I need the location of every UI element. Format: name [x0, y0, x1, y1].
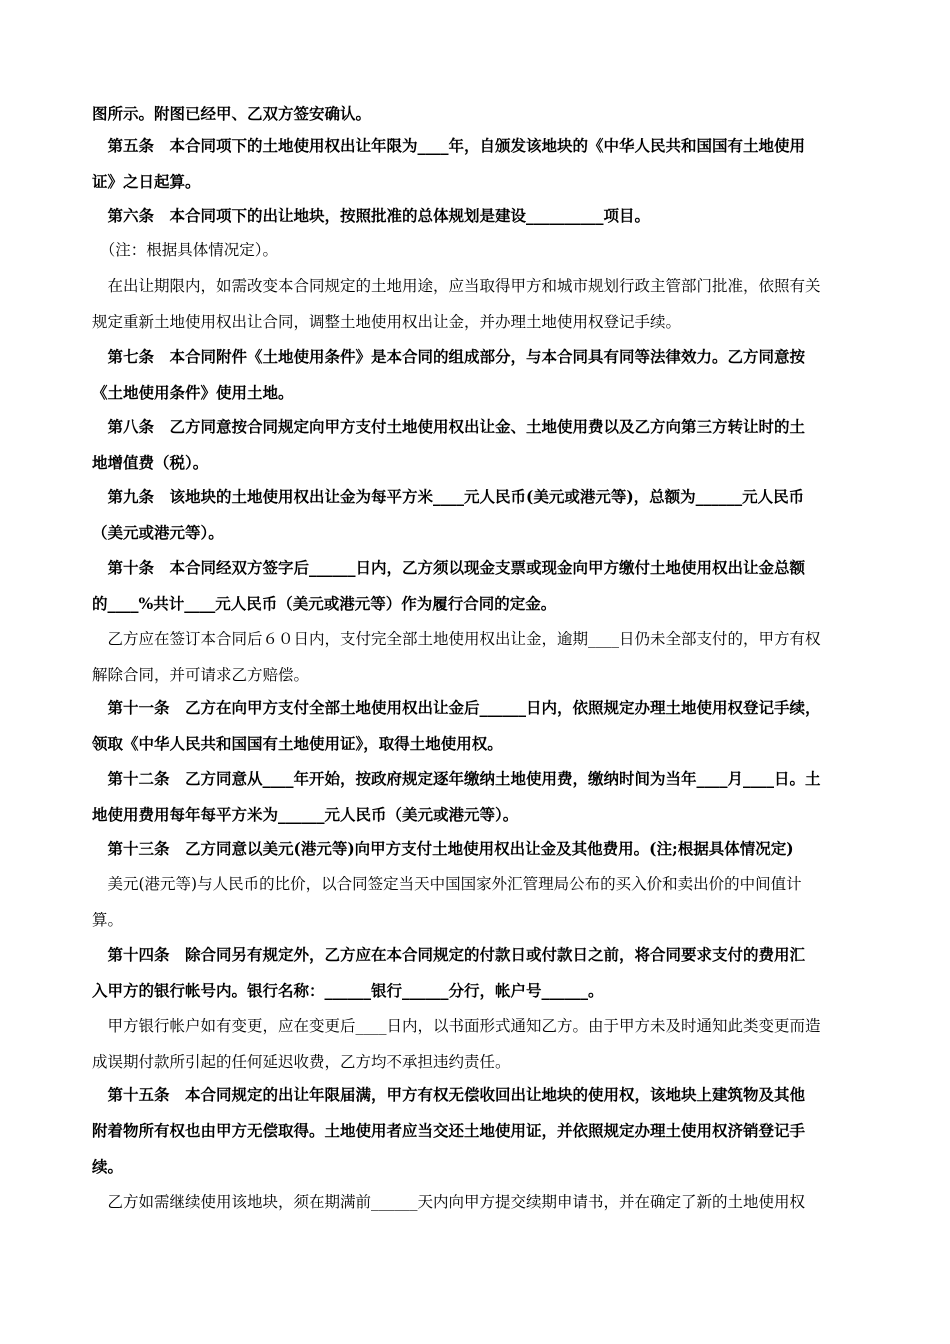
- paragraph-article-10: [92, 550, 862, 622]
- paragraph-article-13: [92, 831, 862, 867]
- text-line: 成误期付款所引起的任何延迟收费，乙方均不承担违约责任。: [92, 1053, 511, 1071]
- text-line: 美元(港元等)与人民币的比价，以合同签定当天中国国家外汇管理局公布的买入价和卖出价的中间值计: [92, 875, 802, 893]
- paragraph-use-change: [92, 268, 862, 340]
- paragraph-article-6: [92, 198, 862, 234]
- text-line: 乙方如需继续使用该地块，须在期满前______天内向甲方提交续期申请书，并在确定了新的土地使用权: [92, 1193, 806, 1211]
- paragraph-payment-60-days: [92, 621, 862, 693]
- paragraph-article-8: [92, 409, 862, 481]
- paragraph-article-14: [92, 937, 862, 1009]
- text-line: 续。: [92, 1157, 124, 1176]
- paragraph-article-15: [92, 1077, 862, 1185]
- text-line: 规定重新土地使用权出让合同，调整土地使用权出让金，并办理土地使用权登记手续。: [92, 313, 682, 331]
- text-line: 第八条 乙方同意按合同规定向甲方支付土地使用权出让金、土地使用费以及乙方向第三方转让时的土: [92, 417, 806, 436]
- text-line: 第十二条 乙方同意从____年开始，按政府规定逐年缴纳土地使用费，缴纳时间为当年____月____日。土: [92, 769, 821, 788]
- text-line: 第七条 本合同附件《土地使用条件》是本合同的组成部分，与本合同具有同等法律效力。乙方同意按: [92, 347, 806, 366]
- text-line: 解除合同，并可请求乙方赔偿。: [92, 666, 310, 684]
- text-line: 的____%共计____元人民币（美元或港元等）作为履行合同的定金。: [92, 594, 557, 613]
- paragraph-article-9: [92, 479, 862, 551]
- text-line: 领取《中华人民共和国国有土地使用证》，取得土地使用权。: [92, 734, 503, 753]
- text-line: 第十三条 乙方同意以美元(港元等)向甲方支付土地使用权出让金及其他费用。(注;根据具体情况定): [92, 839, 794, 858]
- text-line: 第十五条 本合同规定的出让年限届满，甲方有权无偿收回出让地块的使用权，该地块上建筑物及其他: [92, 1085, 806, 1104]
- text-line: 附着物所有权也由甲方无偿取得。土地使用者应当交还土地使用证，并依照规定办理土使用权济销登记手: [92, 1121, 806, 1140]
- paragraph-note: [92, 232, 862, 268]
- paragraph-article-7: [92, 339, 862, 411]
- paragraph-bank-change: [92, 1008, 862, 1080]
- text-line: 第五条 本合同项下的土地使用权出让年限为____年，自颁发该地块的《中华人民共和国国有土地使用: [92, 136, 806, 155]
- text-line: 第九条 该地块的土地使用权出让金为每平方米____元人民币(美元或港元等)，总额为______元人民币: [92, 487, 805, 506]
- text-line: 第十条 本合同经双方签字后______日内，乙方须以现金支票或现金向甲方缴付土地使用权出让金总额: [92, 558, 806, 577]
- paragraph-article-12: [92, 761, 862, 833]
- text-line: （美元或港元等）。: [92, 523, 224, 542]
- text-line: 入甲方的银行帐号内。银行名称：______银行______分行，帐户号______。: [92, 981, 604, 1000]
- paragraph-renewal: [92, 1184, 862, 1220]
- paragraph-exchange-rate: [92, 866, 862, 938]
- text-line: 第六条 本合同项下的出让地块，按照批准的总体规划是建设__________项目。: [92, 206, 651, 225]
- paragraph-article-11: [92, 690, 862, 762]
- text-line: 乙方应在签订本合同后６０日内，支付完全部土地使用权出让金，逾期____日仍未全部支付的，甲方有权: [92, 630, 821, 648]
- text-line: 地使用费用每年每平方米为______元人民币（美元或港元等）。: [92, 805, 519, 824]
- text-line: 甲方银行帐户如有变更，应在变更后____日内，以书面形式通知乙方。由于甲方未及时通知此类变更而造: [92, 1017, 821, 1035]
- text-line: 第十四条 除合同另有规定外，乙方应在本合同规定的付款日或付款日之前，将合同要求支付的费用汇: [92, 945, 806, 964]
- text-line: 地增值费（税）。: [92, 453, 209, 472]
- text-line: 在出让期限内，如需改变本合同规定的土地用途，应当取得甲方和城市规划行政主管部门批准，依照有关: [92, 277, 821, 295]
- text-line: 《土地使用条件》使用土地。: [92, 383, 294, 402]
- text-line: 第十一条 乙方在向甲方支付全部土地使用权出让金后______日内，依照规定办理土地使用权登记手续，: [92, 698, 821, 717]
- paragraph-figure-confirm: [92, 96, 862, 132]
- text-line: （注：根据具体情况定）。: [92, 241, 279, 259]
- paragraph-article-5: [92, 128, 862, 200]
- text-line: 证》之日起算。: [92, 172, 201, 191]
- text-line: 算。: [92, 911, 124, 929]
- text-line: 图所示。附图已经甲、乙双方签安确认。: [92, 104, 372, 123]
